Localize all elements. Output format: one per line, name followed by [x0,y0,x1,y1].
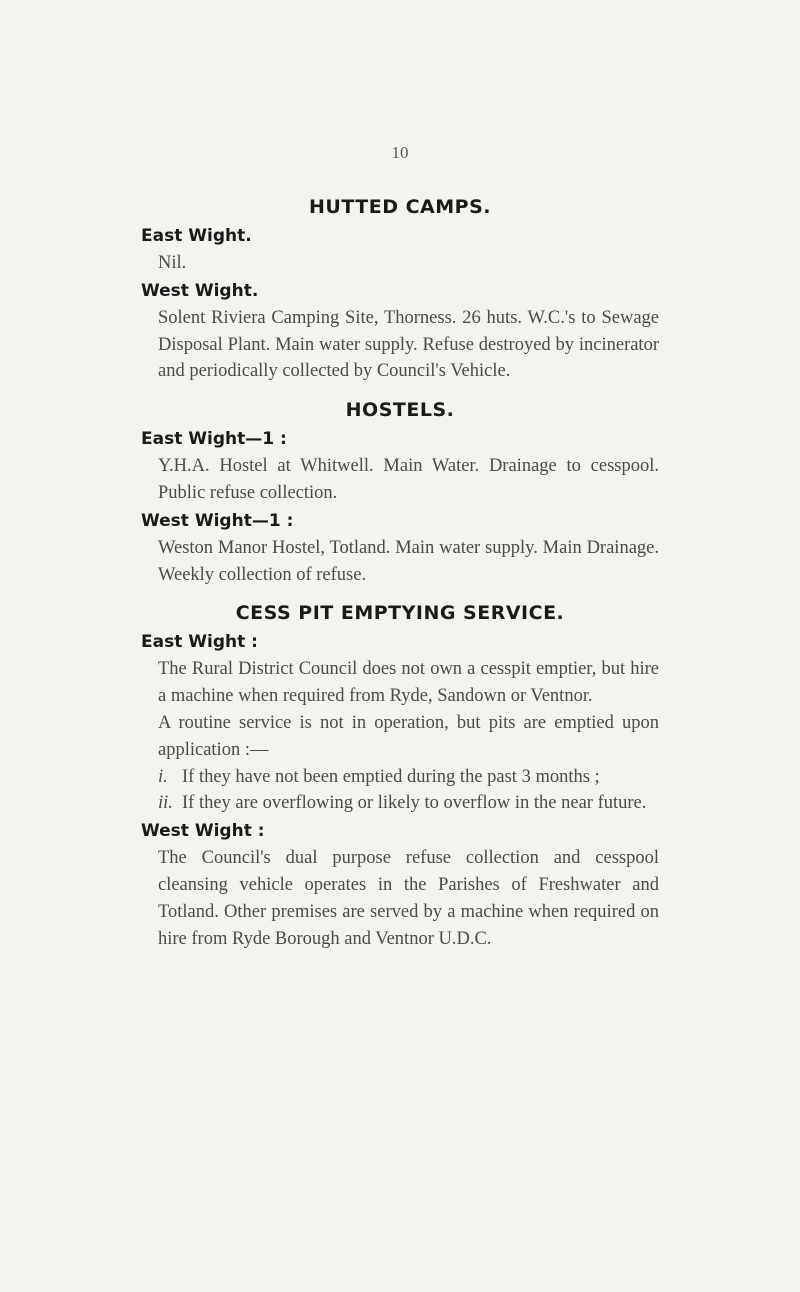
subhead-west-wight: West Wight. [141,280,259,301]
list-item-text: If they have not been emptied during the past 3 months ; [182,766,600,787]
document-body [141,196,659,952]
paragraph-hutted-west: Solent Riviera Camping Site, Thorness. 26 huts. W.C.'s to Sewage Disposal Plant. Main water supply. Refuse destroyed by incinerator and periodically collected by Council's Vehicle. [158,307,659,382]
section-title-cess-pit: CESS PIT EMPTYING SERVICE. [235,602,565,625]
paragraph-cess-east-2: A routine service is not in operation, but pits are emptied upon application :— [158,712,659,760]
subhead-west-wight: West Wight : [141,821,265,842]
list-item-text: If they are overflowing or likely to overflow in the near future. [182,793,647,814]
paragraph-hutted-east: Nil. [158,253,187,273]
subhead-east-wight: East Wight : [141,632,258,653]
page-number: 10 [391,143,409,162]
list-item [158,764,659,791]
list-item-number: ii. [158,793,173,814]
paragraph-hostels-west: Weston Manor Hostel, Totland. Main water supply. Main Drainage. Weekly collection of refuse. [158,537,659,585]
list-item-number: i. [158,766,168,787]
subhead-east-wight: East Wight. [141,226,252,246]
subhead-west-wight: West Wight—1 : [141,510,294,531]
paragraph-cess-west: The Council's dual purpose refuse collection and cesspool cleansing vehicle operates in the Parishes of Freshwater and Totland. Other premises are served by a machine when required on hire from Ryde Borough and Ventnor U.D.C. [158,848,659,949]
section-title-hutted-camps: HUTTED CAMPS. [309,196,491,218]
list-item [158,790,659,817]
paragraph-hostels-east: Y.H.A. Hostel at Whitwell. Main Water. Drainage to cesspool. Public refuse collection. [158,456,659,503]
subhead-east-wight: East Wight—1 : [141,429,287,450]
paragraph-cess-east-1: The Rural District Council does not own a cesspit emptier, but hire a machine when required from Ryde, Sandown or Ventnor. [158,659,659,707]
section-title-hostels: HOSTELS. [345,399,455,422]
